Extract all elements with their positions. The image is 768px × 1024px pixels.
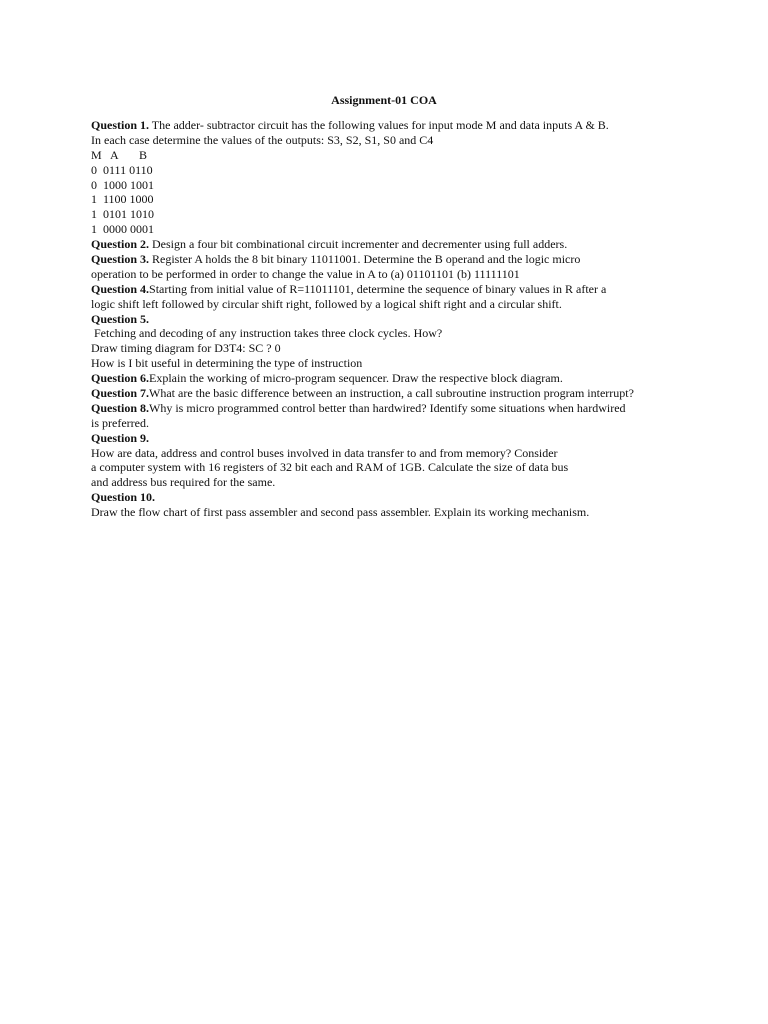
text-line	[91, 178, 691, 193]
line-text: Design a four bit combinational circuit incrementer and decrementer using full adders.	[149, 237, 568, 252]
question-line	[91, 312, 691, 327]
question-line	[91, 431, 691, 446]
line-text: and address bus required for the same.	[91, 475, 276, 490]
line-text: Draw the flow chart of first pass assembler and second pass assembler. Explain its working mechanism.	[91, 505, 590, 520]
text-line	[91, 267, 691, 282]
question-label: Question 6.	[91, 371, 150, 386]
text-line	[91, 341, 691, 356]
line-text: Why is micro programmed control better than hardwired? Identify some situations when hardwired	[149, 400, 626, 415]
question-line	[91, 386, 691, 401]
line-text: 1 0101 1010	[91, 207, 154, 222]
question-label: Question 9.	[91, 430, 150, 445]
text-line	[91, 163, 691, 178]
line-text: M A B	[91, 147, 148, 162]
question-label: Question 2.	[91, 237, 150, 252]
question-label: Question 3.	[91, 252, 150, 267]
line-text: In each case determine the values of the outputs: S3, S2, S1, S0 and C4	[91, 132, 434, 147]
line-text: 1 1100 1000	[91, 192, 154, 207]
text-line	[91, 133, 691, 148]
line-text: a computer system with 16 registers of 32 bit each and RAM of 1GB. Calculate the size of data bus	[91, 460, 569, 475]
line-text: operation to be performed in order to change the value in A to (a) 01101101 (b) 11111101	[91, 266, 520, 281]
line-text: What are the basic difference between an instruction, a call subroutine instruction program interrupt?	[149, 386, 634, 401]
question-label: Question 4.	[91, 281, 150, 296]
question-line	[91, 118, 691, 133]
question-line	[91, 282, 691, 297]
line-text: The adder- subtractor circuit has the following values for input mode M and data inputs A & B.	[149, 118, 609, 132]
text-line	[91, 192, 691, 207]
question-label: Question 8.	[91, 400, 150, 415]
line-text: logic shift left followed by circular shift right, followed by a logical shift right and a circular shift.	[91, 296, 562, 311]
question-label: Question 7.	[91, 386, 150, 401]
line-text: Explain the working of micro-program sequencer. Draw the respective block diagram.	[149, 371, 563, 386]
text-line	[91, 505, 691, 520]
line-text: Register A holds the 8 bit binary 11011001. Determine the B operand and the logic micro	[149, 252, 581, 267]
question-line	[91, 371, 691, 386]
document-body	[91, 118, 691, 520]
question-line	[91, 252, 691, 267]
question-label: Question 10.	[91, 490, 156, 505]
question-label: Question 1.	[91, 118, 150, 132]
document-title: Assignment-01 COA	[331, 93, 437, 107]
question-label: Question 5.	[91, 311, 150, 326]
text-line	[91, 207, 691, 222]
line-text: How are data, address and control buses involved in data transfer to and from memory? Consider	[91, 445, 558, 460]
text-line	[91, 460, 691, 475]
text-line	[91, 446, 691, 461]
line-text: is preferred.	[91, 415, 149, 430]
question-line	[91, 401, 691, 416]
line-text: 0 1000 1001	[91, 177, 154, 192]
line-text: How is I bit useful in determining the type of instruction	[91, 356, 363, 371]
question-line	[91, 490, 691, 505]
text-line	[91, 356, 691, 371]
question-line	[91, 237, 691, 252]
text-line	[91, 222, 691, 237]
text-line	[91, 416, 691, 431]
text-line	[91, 297, 691, 312]
line-text: Fetching and decoding of any instruction takes three clock cycles. How?	[91, 326, 443, 341]
line-text: 1 0000 0001	[91, 222, 154, 237]
text-line	[91, 148, 691, 163]
text-line	[91, 475, 691, 490]
text-line	[91, 326, 691, 341]
line-text: 0 0111 0110	[91, 162, 153, 177]
line-text: Starting from initial value of R=11011101, determine the sequence of binary values in R after a	[149, 281, 607, 296]
line-text: Draw timing diagram for D3T4: SC ? 0	[91, 341, 281, 356]
